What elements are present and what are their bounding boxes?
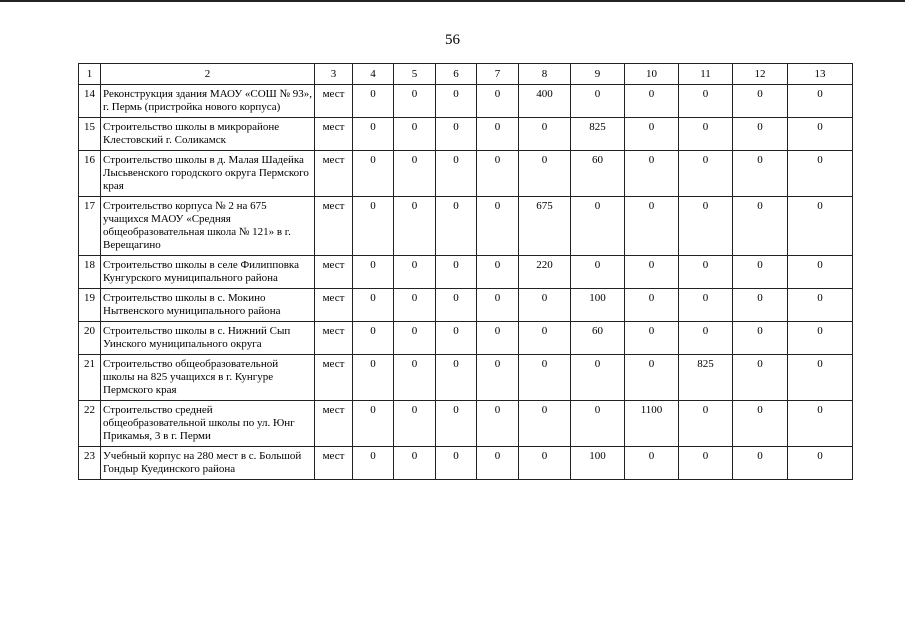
value-cell-col-12: 0 — [733, 151, 788, 197]
value-cell-col-8: 0 — [519, 151, 571, 197]
row-number: 22 — [79, 401, 101, 447]
value-cell-col-5: 0 — [394, 355, 436, 401]
value-cell-col-10: 0 — [625, 151, 679, 197]
value-cell-col-13: 0 — [788, 256, 853, 289]
value-cell-col-10: 0 — [625, 289, 679, 322]
value-cell-col-13: 0 — [788, 289, 853, 322]
value-cell-col-6: 0 — [436, 401, 477, 447]
value-cell-col-8: 0 — [519, 289, 571, 322]
column-header-13: 13 — [788, 64, 853, 85]
value-cell-col-12: 0 — [733, 322, 788, 355]
value-cell-col-4: 0 — [353, 401, 394, 447]
column-header-2: 2 — [101, 64, 315, 85]
column-header-4: 4 — [353, 64, 394, 85]
value-cell-col-7: 0 — [477, 256, 519, 289]
row-number: 20 — [79, 322, 101, 355]
column-header-8: 8 — [519, 64, 571, 85]
value-cell-col-11: 0 — [679, 447, 733, 480]
unit-cell: мест — [315, 447, 353, 480]
value-cell-col-4: 0 — [353, 118, 394, 151]
value-cell-col-9: 825 — [571, 118, 625, 151]
value-cell-col-12: 0 — [733, 355, 788, 401]
row-number: 14 — [79, 85, 101, 118]
value-cell-col-5: 0 — [394, 118, 436, 151]
value-cell-col-13: 0 — [788, 85, 853, 118]
value-cell-col-4: 0 — [353, 355, 394, 401]
value-cell-col-4: 0 — [353, 289, 394, 322]
value-cell-col-8: 0 — [519, 355, 571, 401]
value-cell-col-5: 0 — [394, 85, 436, 118]
value-cell-col-6: 0 — [436, 118, 477, 151]
table-row — [79, 197, 853, 256]
value-cell-col-9: 100 — [571, 447, 625, 480]
value-cell-col-8: 220 — [519, 256, 571, 289]
project-name: Строительство корпуса № 2 на 675 учащихся МАОУ «Средняя общеобразовательная школа № 121» в г. Верещагино — [101, 197, 315, 256]
project-name: Строительство школы в д. Малая Шадейка Лысьвенского городского округа Пермского края — [101, 151, 315, 197]
row-number: 23 — [79, 447, 101, 480]
value-cell-col-9: 0 — [571, 355, 625, 401]
row-number: 15 — [79, 118, 101, 151]
value-cell-col-12: 0 — [733, 85, 788, 118]
value-cell-col-11: 0 — [679, 85, 733, 118]
value-cell-col-7: 0 — [477, 197, 519, 256]
value-cell-col-11: 0 — [679, 256, 733, 289]
value-cell-col-5: 0 — [394, 289, 436, 322]
value-cell-col-13: 0 — [788, 322, 853, 355]
value-cell-col-12: 0 — [733, 118, 788, 151]
value-cell-col-7: 0 — [477, 289, 519, 322]
column-header-5: 5 — [394, 64, 436, 85]
value-cell-col-7: 0 — [477, 355, 519, 401]
value-cell-col-10: 1100 — [625, 401, 679, 447]
project-name: Реконструкция здания МАОУ «СОШ № 93», г. Пермь (пристройка нового корпуса) — [101, 85, 315, 118]
value-cell-col-5: 0 — [394, 447, 436, 480]
column-header-7: 7 — [477, 64, 519, 85]
project-name: Строительство школы в селе Филипповка Кунгурского муниципального района — [101, 256, 315, 289]
row-number: 21 — [79, 355, 101, 401]
column-header-6: 6 — [436, 64, 477, 85]
unit-cell: мест — [315, 118, 353, 151]
value-cell-col-9: 0 — [571, 197, 625, 256]
table-row — [79, 118, 853, 151]
table-row — [79, 447, 853, 480]
value-cell-col-8: 0 — [519, 322, 571, 355]
value-cell-col-12: 0 — [733, 401, 788, 447]
value-cell-col-13: 0 — [788, 118, 853, 151]
value-cell-col-4: 0 — [353, 85, 394, 118]
value-cell-col-5: 0 — [394, 151, 436, 197]
project-name: Строительство школы в микрорайоне Клестовский г. Соликамск — [101, 118, 315, 151]
header-row — [79, 64, 853, 85]
value-cell-col-11: 0 — [679, 197, 733, 256]
column-header-1: 1 — [79, 64, 101, 85]
value-cell-col-5: 0 — [394, 401, 436, 447]
value-cell-col-7: 0 — [477, 85, 519, 118]
value-cell-col-6: 0 — [436, 322, 477, 355]
value-cell-col-11: 0 — [679, 322, 733, 355]
value-cell-col-10: 0 — [625, 197, 679, 256]
unit-cell: мест — [315, 197, 353, 256]
value-cell-col-4: 0 — [353, 151, 394, 197]
page-number: 56 — [445, 32, 460, 48]
value-cell-col-7: 0 — [477, 401, 519, 447]
value-cell-col-8: 0 — [519, 447, 571, 480]
project-name: Строительство общеобразовательной школы на 825 учащихся в г. Кунгуре Пермского края — [101, 355, 315, 401]
value-cell-col-12: 0 — [733, 447, 788, 480]
value-cell-col-10: 0 — [625, 118, 679, 151]
unit-cell: мест — [315, 401, 353, 447]
column-header-11: 11 — [679, 64, 733, 85]
value-cell-col-5: 0 — [394, 322, 436, 355]
value-cell-col-6: 0 — [436, 447, 477, 480]
value-cell-col-8: 0 — [519, 118, 571, 151]
value-cell-col-7: 0 — [477, 151, 519, 197]
value-cell-col-11: 0 — [679, 289, 733, 322]
table-body — [79, 85, 853, 480]
value-cell-col-9: 60 — [571, 322, 625, 355]
value-cell-col-9: 0 — [571, 85, 625, 118]
value-cell-col-7: 0 — [477, 118, 519, 151]
value-cell-col-6: 0 — [436, 355, 477, 401]
table-row — [79, 256, 853, 289]
value-cell-col-4: 0 — [353, 322, 394, 355]
table-row — [79, 151, 853, 197]
project-name: Учебный корпус на 280 мест в с. Большой Гондыр Куединского района — [101, 447, 315, 480]
value-cell-col-13: 0 — [788, 197, 853, 256]
value-cell-col-11: 0 — [679, 151, 733, 197]
table-row — [79, 322, 853, 355]
value-cell-col-4: 0 — [353, 447, 394, 480]
value-cell-col-5: 0 — [394, 256, 436, 289]
row-number: 19 — [79, 289, 101, 322]
top-border-line — [0, 0, 905, 2]
row-number: 18 — [79, 256, 101, 289]
value-cell-col-10: 0 — [625, 447, 679, 480]
column-header-9: 9 — [571, 64, 625, 85]
table-row — [79, 355, 853, 401]
value-cell-col-13: 0 — [788, 151, 853, 197]
value-cell-col-13: 0 — [788, 447, 853, 480]
row-number: 17 — [79, 197, 101, 256]
project-name: Строительство школы в с. Нижний Сып Уинского муниципального округа — [101, 322, 315, 355]
value-cell-col-8: 675 — [519, 197, 571, 256]
value-cell-col-6: 0 — [436, 289, 477, 322]
value-cell-col-6: 0 — [436, 151, 477, 197]
value-cell-col-11: 0 — [679, 118, 733, 151]
row-number: 16 — [79, 151, 101, 197]
data-table — [78, 63, 853, 480]
value-cell-col-6: 0 — [436, 85, 477, 118]
value-cell-col-8: 400 — [519, 85, 571, 118]
value-cell-col-11: 0 — [679, 401, 733, 447]
value-cell-col-10: 0 — [625, 355, 679, 401]
table-row — [79, 401, 853, 447]
value-cell-col-9: 60 — [571, 151, 625, 197]
unit-cell: мест — [315, 151, 353, 197]
project-name: Строительство средней общеобразовательной школы по ул. Юнг Прикамья, 3 в г. Перми — [101, 401, 315, 447]
value-cell-col-9: 0 — [571, 256, 625, 289]
value-cell-col-7: 0 — [477, 447, 519, 480]
project-name: Строительство школы в с. Мокино Нытвенского муниципального района — [101, 289, 315, 322]
unit-cell: мест — [315, 256, 353, 289]
value-cell-col-10: 0 — [625, 256, 679, 289]
value-cell-col-9: 0 — [571, 401, 625, 447]
column-header-10: 10 — [625, 64, 679, 85]
value-cell-col-4: 0 — [353, 256, 394, 289]
value-cell-col-7: 0 — [477, 322, 519, 355]
column-header-12: 12 — [733, 64, 788, 85]
column-header-3: 3 — [315, 64, 353, 85]
unit-cell: мест — [315, 85, 353, 118]
value-cell-col-4: 0 — [353, 197, 394, 256]
value-cell-col-5: 0 — [394, 197, 436, 256]
value-cell-col-6: 0 — [436, 197, 477, 256]
value-cell-col-8: 0 — [519, 401, 571, 447]
value-cell-col-13: 0 — [788, 401, 853, 447]
value-cell-col-12: 0 — [733, 197, 788, 256]
value-cell-col-6: 0 — [436, 256, 477, 289]
value-cell-col-12: 0 — [733, 289, 788, 322]
value-cell-col-13: 0 — [788, 355, 853, 401]
value-cell-col-12: 0 — [733, 256, 788, 289]
value-cell-col-10: 0 — [625, 85, 679, 118]
value-cell-col-10: 0 — [625, 322, 679, 355]
value-cell-col-9: 100 — [571, 289, 625, 322]
unit-cell: мест — [315, 355, 353, 401]
table-row — [79, 289, 853, 322]
value-cell-col-11: 825 — [679, 355, 733, 401]
unit-cell: мест — [315, 322, 353, 355]
unit-cell: мест — [315, 289, 353, 322]
table-row — [79, 85, 853, 118]
